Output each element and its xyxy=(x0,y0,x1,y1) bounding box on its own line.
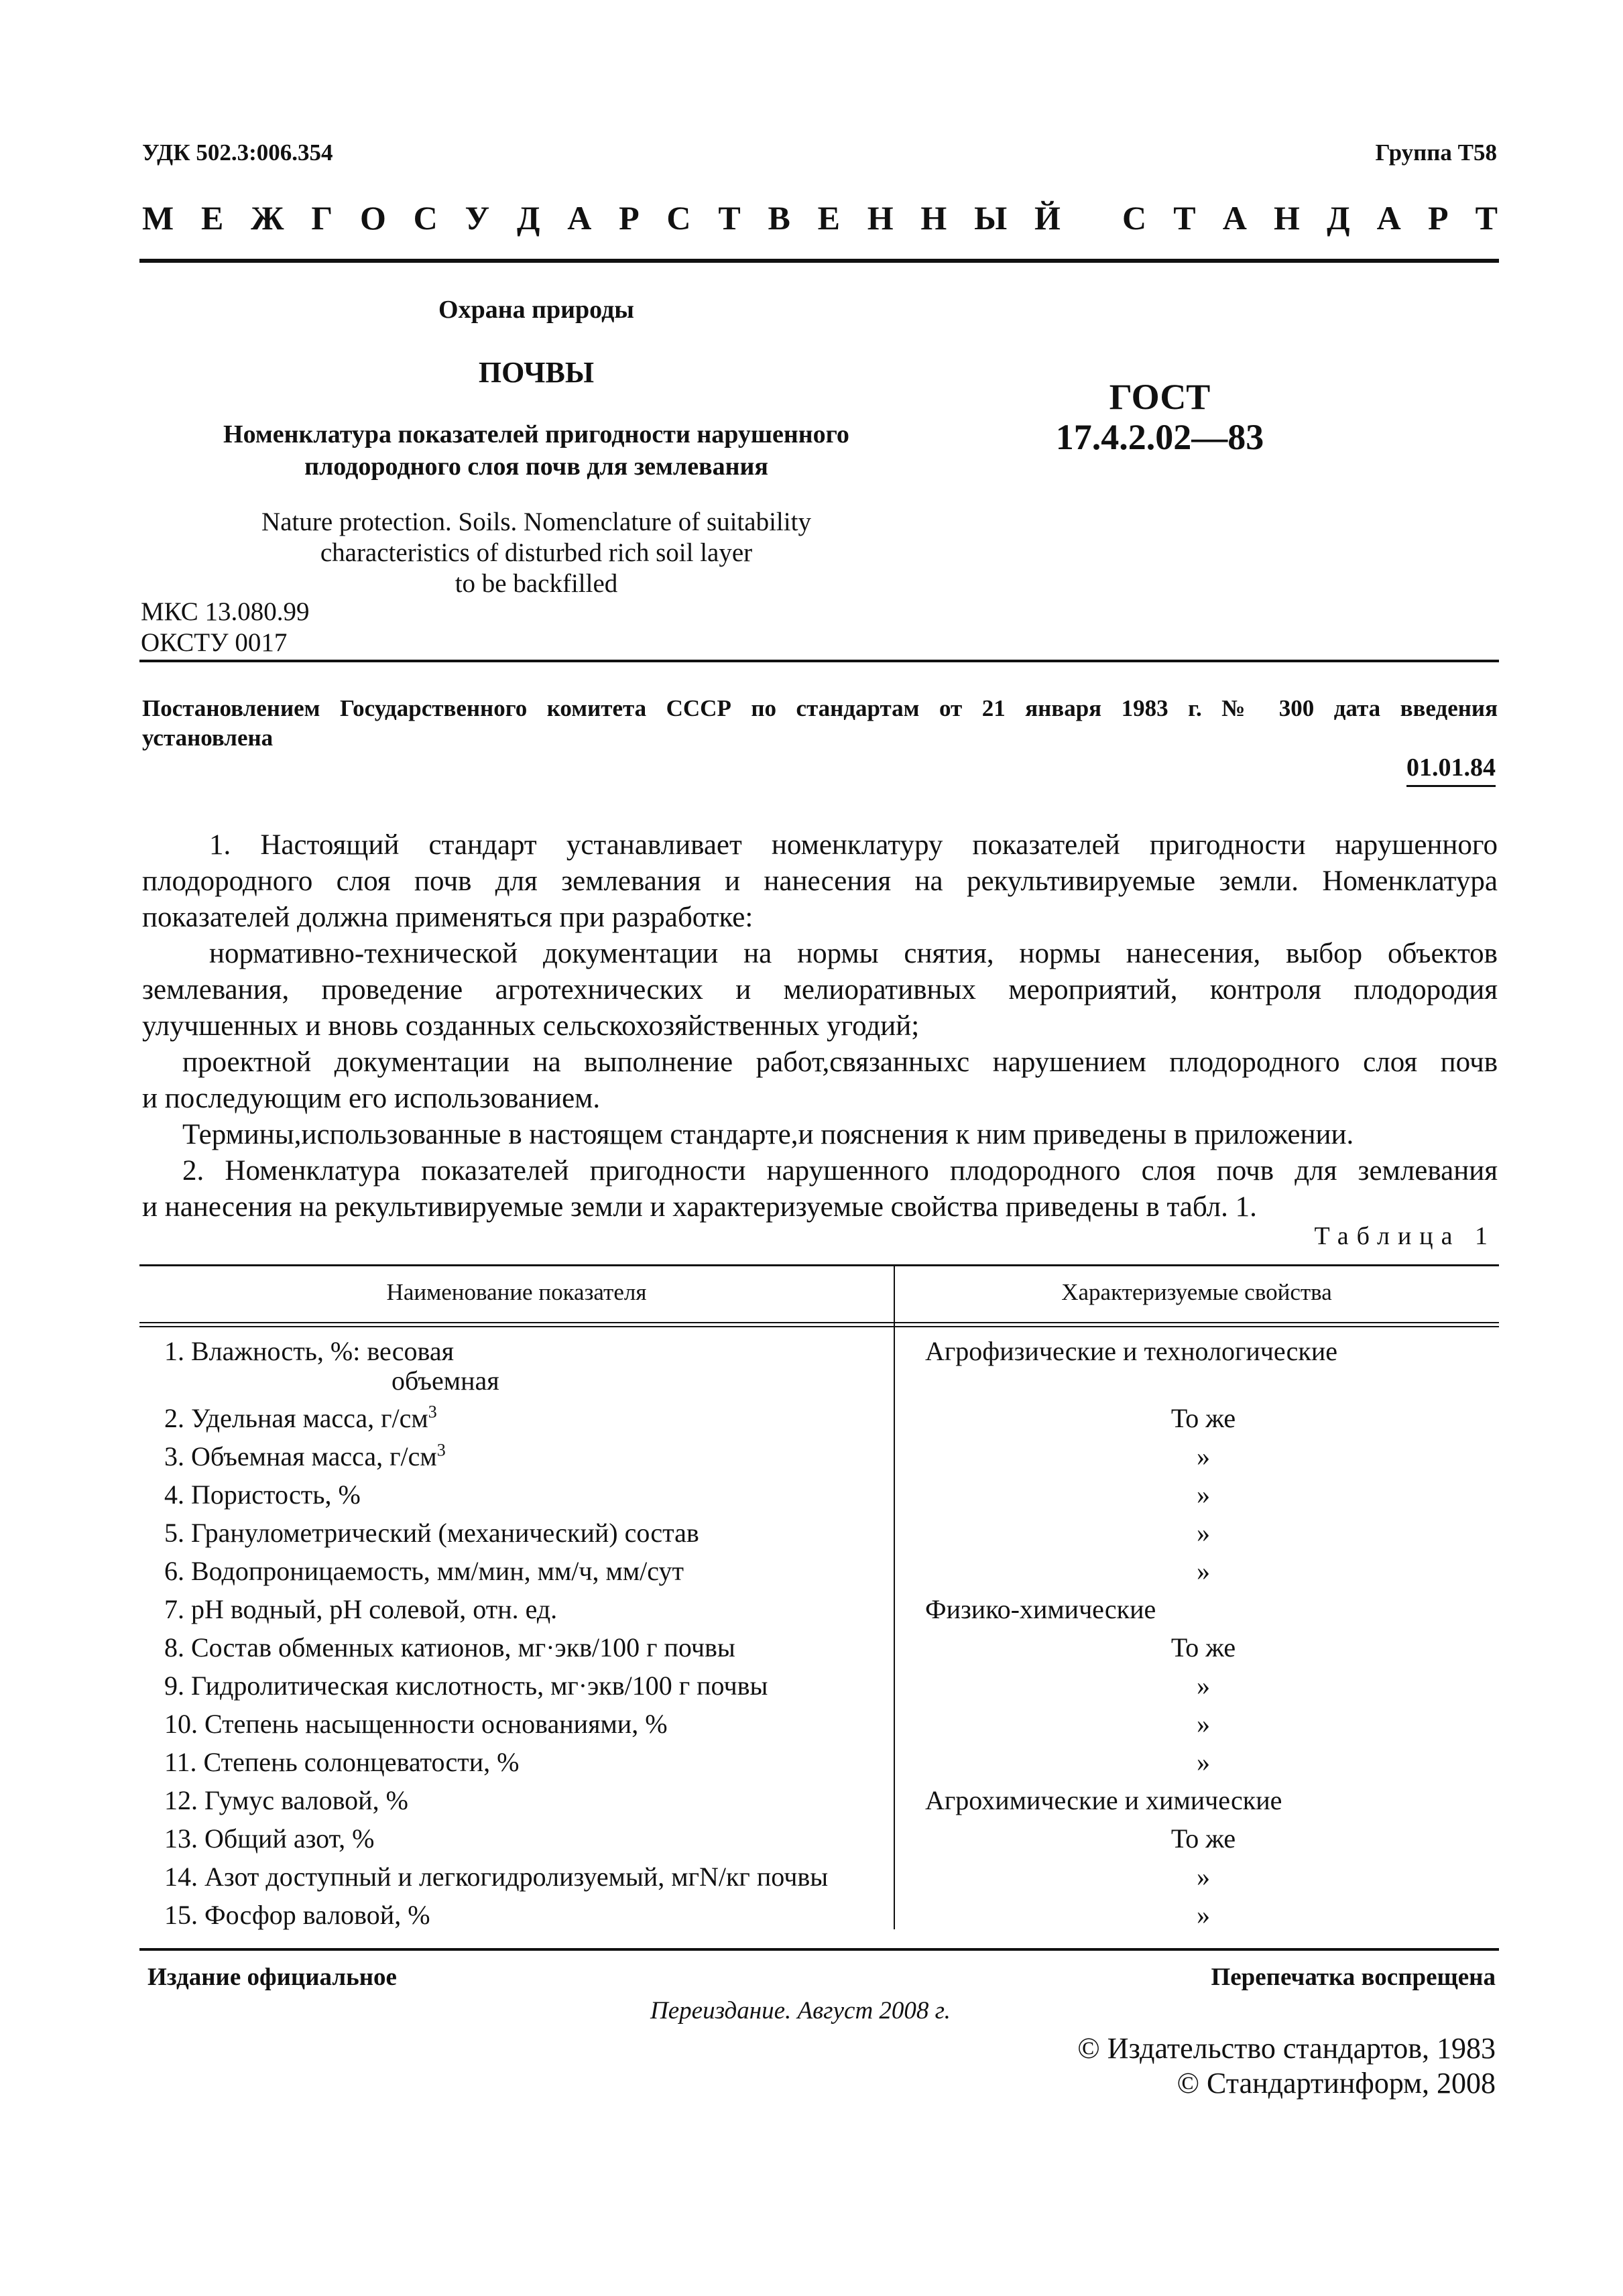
table-row-name xyxy=(164,1820,895,1858)
table-row-property: » xyxy=(1197,1441,1210,1471)
indicator-name-continuation: объемная xyxy=(392,1366,499,1396)
standard-banner xyxy=(142,198,1498,237)
banner-letter: Е xyxy=(200,199,224,237)
english-title xyxy=(134,507,939,599)
table-row-name xyxy=(164,1744,895,1781)
banner-letter: Р xyxy=(619,199,640,237)
top-thick-rule xyxy=(139,259,1499,263)
paragraph-line: 1. Настоящий стандарт устанавливает номенклатуру показателей пригодности нарушенного xyxy=(209,829,1498,861)
table-row-name xyxy=(164,1667,895,1705)
indicator-name: 10. Степень насыщенности основаниями, % xyxy=(164,1709,668,1739)
table-row-property: Агрохимические и химические xyxy=(925,1785,1282,1815)
banner-letter: А xyxy=(1376,199,1401,237)
paragraph-line: землевания, проведение агротехнических и мелиоративных мероприятий, контроля плодородия xyxy=(142,974,1498,1006)
indicator-name: 6. Водопроницаемость, мм/мин, мм/ч, мм/сут xyxy=(164,1556,684,1586)
banner-letter: Т xyxy=(1475,199,1498,237)
banner-letter: С xyxy=(666,199,691,237)
banner-letter: М xyxy=(142,199,174,237)
banner-letter: В xyxy=(768,199,790,237)
banner-word-standard xyxy=(1122,198,1498,237)
banner-letter: У xyxy=(465,199,490,237)
banner-letter: Е xyxy=(817,199,840,237)
english-title-line: to be backfilled xyxy=(455,569,618,598)
banner-word-interstate xyxy=(142,198,1061,237)
banner-letter: Н xyxy=(867,199,894,237)
table-row-property: » xyxy=(1197,1900,1210,1930)
indicator-name: 3. Объемная масса, г/см xyxy=(164,1441,437,1471)
section-title: Охрана природы xyxy=(438,296,634,324)
banner-letter: Т xyxy=(718,199,741,237)
paragraph-line: и нанесения на рекультивируемые земли и характеризуемые свойства приведены в табл. 1. xyxy=(142,1191,1257,1223)
table-header-rule-double xyxy=(139,1326,1499,1327)
udk-code: УДК 502.3:006.354 xyxy=(142,139,333,166)
table-row-name xyxy=(164,1400,895,1437)
copyright-line: © Стандартинформ, 2008 xyxy=(1177,2067,1496,2100)
indicator-name: 11. Степень солонцеватости, % xyxy=(164,1747,520,1777)
indicator-name: 2. Удельная масса, г/см xyxy=(164,1403,428,1433)
document-title-line: плодородного слоя почв для землевания xyxy=(304,452,768,481)
table-row-property: То же xyxy=(1170,1823,1236,1854)
table-header-name: Наименование показателя xyxy=(386,1279,647,1305)
table-row-property: Физико-химические xyxy=(925,1594,1156,1624)
table-row-property: » xyxy=(1197,1862,1210,1892)
paragraph-line: 2. Номенклатура показателей пригодности нарушенного плодородного слоя почв для землевания xyxy=(182,1155,1498,1187)
paragraph-line: проектной документации на выполнение работ,связанныхс нарушением плодородного слоя почв xyxy=(182,1046,1498,1078)
table-row-property: » xyxy=(1197,1671,1210,1701)
banner-letter: А xyxy=(567,199,592,237)
reprint-prohibited-label: Перепечатка воспрещена xyxy=(1211,1963,1496,1991)
english-title-line: Nature protection. Soils. Nomenclature of suitability xyxy=(261,507,811,536)
english-title-line: characteristics of disturbed rich soil layer xyxy=(320,538,753,567)
body-text xyxy=(142,827,1498,1225)
table-row-name xyxy=(164,1514,895,1552)
indicator-name: 7. pH водный, pH солевой, отн. ед. xyxy=(164,1594,558,1624)
gost-label: ГОСТ xyxy=(1109,377,1211,417)
paragraph-line: показателей должна применяться при разработке: xyxy=(142,902,754,933)
banner-letter: Д xyxy=(1327,199,1350,237)
banner-letter: Ж xyxy=(251,199,284,237)
banner-letter: Р xyxy=(1427,199,1449,237)
table-row-name xyxy=(164,1333,895,1370)
indicator-name: 9. Гидролитическая кислотность, мг·экв/100 г почвы xyxy=(164,1671,768,1701)
table-row-property: То же xyxy=(1170,1403,1236,1433)
banner-letter: Й xyxy=(1034,199,1061,237)
footer-rule xyxy=(139,1948,1499,1951)
table-row-name xyxy=(164,1553,895,1590)
official-edition-label: Издание официальное xyxy=(147,1963,397,1991)
table-row-name xyxy=(164,1476,895,1514)
table-row-property: » xyxy=(1197,1556,1210,1586)
introduction-date: 01.01.84 xyxy=(1406,753,1496,787)
banner-letter: Ы xyxy=(974,199,1008,237)
indicator-name: 1. Влажность, %: весовая xyxy=(164,1336,455,1366)
banner-letter: Г xyxy=(311,199,333,237)
banner-letter: С xyxy=(413,199,438,237)
table-row-property: То же xyxy=(1170,1632,1236,1663)
reissue-note: Переиздание. Август 2008 г. xyxy=(650,1997,951,2025)
paragraph-line: Термины,использованные в настоящем стандарте,и пояснения к ним приведены в приложении. xyxy=(182,1119,1354,1150)
table-row-name xyxy=(164,1896,895,1934)
table-row-name xyxy=(164,1591,895,1628)
table-header-properties: Характеризуемые свойства xyxy=(1061,1279,1332,1305)
indicator-name: 4. Пористость, % xyxy=(164,1479,361,1510)
classification-codes xyxy=(141,597,309,658)
unit-superscript: 3 xyxy=(436,1440,446,1460)
paragraph-line: и последующим его использованием. xyxy=(142,1083,601,1114)
decree-line: установлена xyxy=(142,725,274,751)
table-header-rule xyxy=(139,1322,1499,1323)
indicator-name: 8. Состав обменных катионов, мг·экв/100 г почвы xyxy=(164,1632,735,1663)
gost-number: 17.4.2.02—83 xyxy=(1055,417,1264,457)
indicator-name: 5. Гранулометрический (механический) состав xyxy=(164,1518,699,1548)
document-title-line: Номенклатура показателей пригодности нарушенного xyxy=(223,420,849,448)
table-row-property: » xyxy=(1197,1479,1210,1510)
table-caption: Таблица 1 xyxy=(1314,1222,1496,1250)
indicator-name: 12. Гумус валовой, % xyxy=(164,1785,408,1815)
paragraph-line: нормативно-технической документации на нормы снятия, нормы нанесения, выбор объектов xyxy=(209,938,1498,969)
okstu-code: ОКСТУ 0017 xyxy=(141,628,288,657)
indicator-name: 15. Фосфор валовой, % xyxy=(164,1900,430,1930)
subject-title: ПОЧВЫ xyxy=(478,356,595,389)
copyright-block xyxy=(1077,2031,1496,2101)
title-bottom-rule xyxy=(139,660,1499,662)
banner-letter: Т xyxy=(1173,199,1196,237)
banner-letter: О xyxy=(359,199,386,237)
banner-letter: Н xyxy=(1274,199,1300,237)
unit-superscript: 3 xyxy=(428,1402,437,1422)
indicator-name: 13. Общий азот, % xyxy=(164,1823,375,1854)
table-row-property: Агрофизические и технологические xyxy=(925,1336,1338,1366)
mks-code: МКС 13.080.99 xyxy=(141,597,310,626)
paragraph-line: плодородного слоя почв для землевания и нанесения на рекультивируемые земли. Номенклатура xyxy=(142,865,1498,897)
table-row-property: » xyxy=(1197,1709,1210,1739)
table-row-name xyxy=(164,1782,895,1819)
document-title xyxy=(134,418,939,483)
table-row-property: » xyxy=(1197,1747,1210,1777)
table-row-name xyxy=(164,1629,895,1667)
banner-letter: А xyxy=(1222,199,1247,237)
banner-letter: Д xyxy=(517,199,540,237)
gost-designation xyxy=(1032,377,1287,457)
table-top-rule xyxy=(139,1264,1499,1266)
table-row-name xyxy=(164,1705,895,1743)
table-row-name xyxy=(164,1858,895,1896)
group-code: Группа Т58 xyxy=(1375,139,1497,166)
banner-letter: С xyxy=(1122,199,1147,237)
indicator-name: 14. Азот доступный и легкогидролизуемый, мгN/кг почвы xyxy=(164,1862,829,1892)
table-row-property: » xyxy=(1197,1518,1210,1548)
table-row-name xyxy=(164,1438,895,1475)
copyright-line: © Издательство стандартов, 1983 xyxy=(1077,2032,1496,2065)
paragraph-line: улучшенных и вновь созданных сельскохозяйственных угодий; xyxy=(142,1010,920,1042)
banner-letter: Н xyxy=(920,199,947,237)
decree-line: Постановлением Государственного комитета СССР по стандартам от 21 января 1983 г. № 300 дата введения xyxy=(142,695,1498,721)
